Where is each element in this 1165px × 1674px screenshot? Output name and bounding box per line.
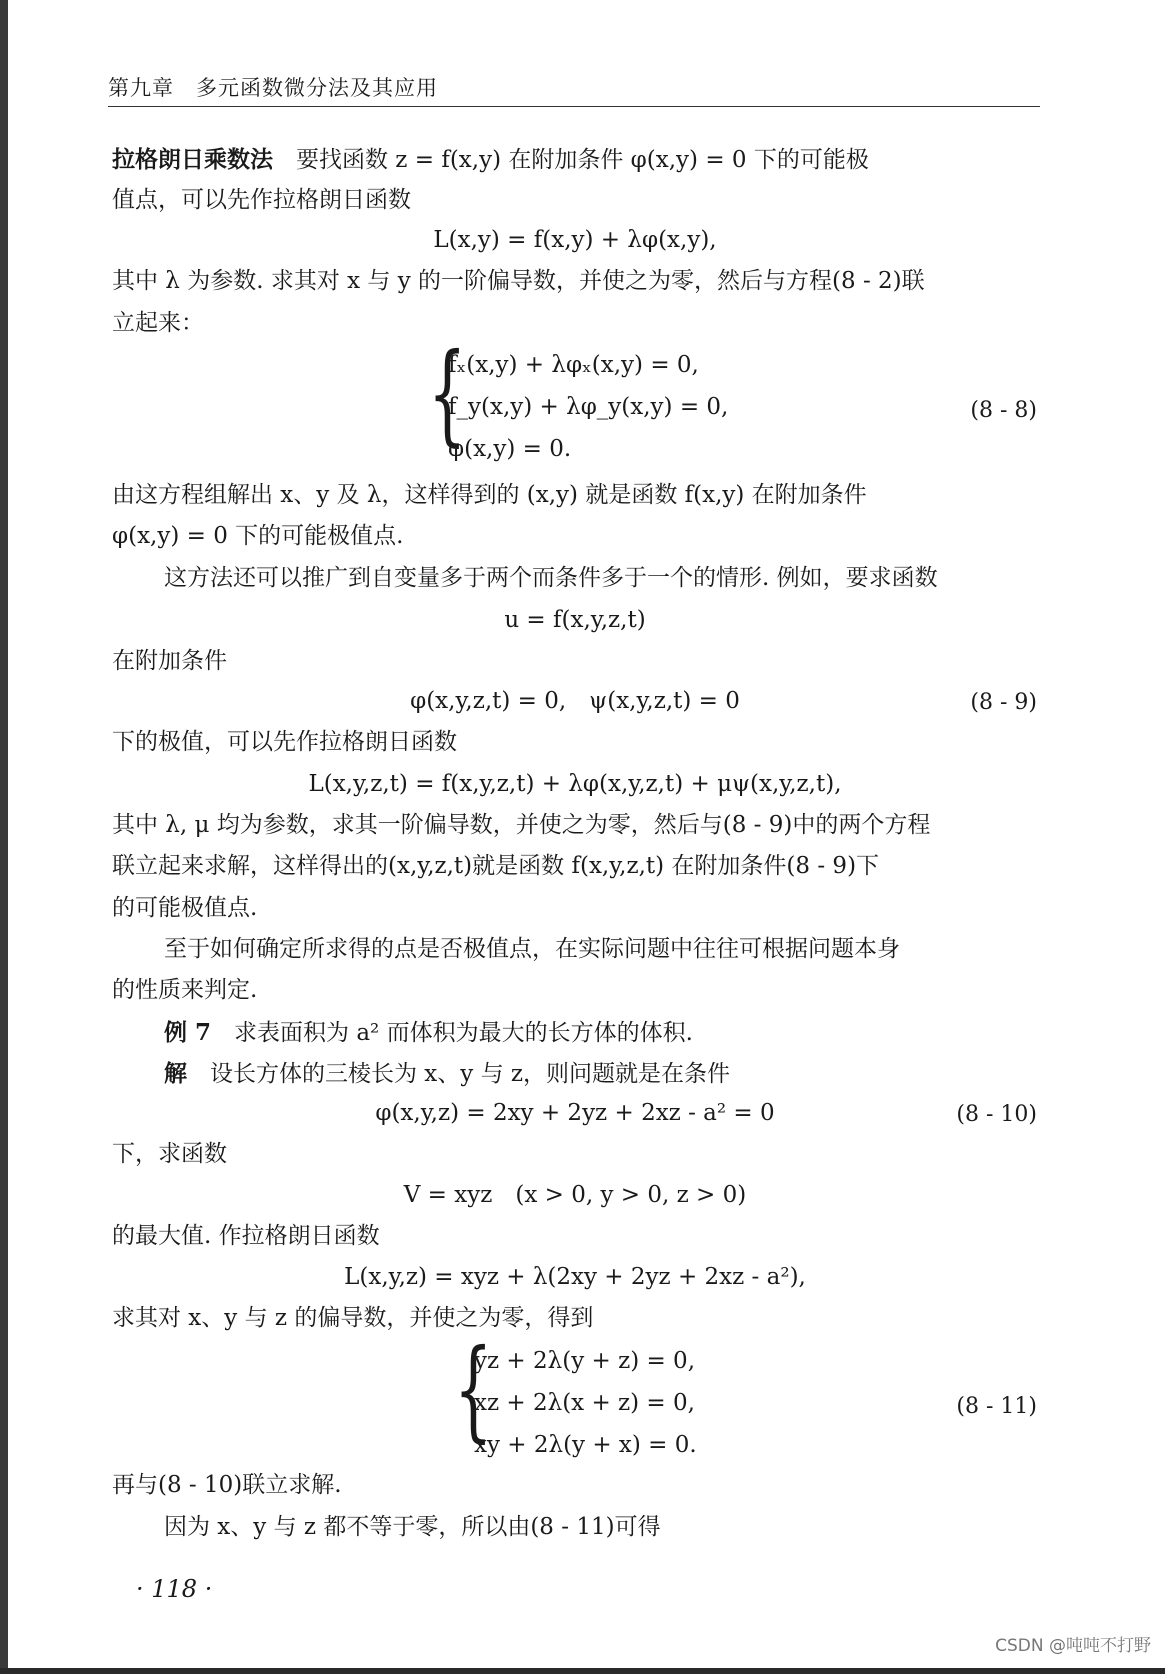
equation: φ(x,y,z) = 2xy + 2yz + 2xz - a² = 0 [375,1100,775,1126]
solution-line: 解 设长方体的三棱长为 x、y 与 z，则问题就是在条件 [164,1060,731,1087]
paragraph-line: 的最大值. 作拉格朗日函数 [112,1223,380,1249]
paragraph-line: 的性质来判定. [112,977,258,1003]
paragraph-line: 这方法还可以推广到自变量多于两个而条件多于一个的情形. 例如，要求函数 [164,565,938,591]
paragraph-line: 再与(8 - 10)联立求解. [112,1472,342,1498]
system-equation: f_y(x,y) + λφ_y(x,y) = 0, [448,394,729,420]
paragraph-line: 在附加条件 [112,648,227,674]
watermark: CSDN @吨吨不打野 [995,1636,1151,1656]
paragraph-line: 下，求函数 [112,1141,227,1167]
equation-number: (8 - 10) [956,1102,1037,1127]
page-number: · 118 · [136,1575,213,1603]
page-bottom-edge [0,1668,1165,1674]
paragraph-line: 至于如何确定所求得的点是否极值点，在实际问题中往往可根据问题本身 [164,936,900,962]
equation-number: (8 - 11) [956,1394,1037,1419]
paragraph-line: 其中 λ 为参数. 求其对 x 与 y 的一阶偏导数，并使之为零，然后与方程(8 - 2)联 [112,268,925,294]
equation: L(x,y) = f(x,y) + λφ(x,y), [433,227,717,253]
solution-label: 解 [164,1060,187,1087]
equation-number: (8 - 8) [970,398,1037,423]
equation-number: (8 - 9) [970,690,1037,715]
system-equation: φ(x,y) = 0. [448,436,572,462]
paragraph-line: 联立起来求解，这样得出的(x,y,z,t)就是函数 f(x,y,z,t) 在附加条件(8 - 9)下 [112,853,880,879]
equation: V = xyz (x > 0, y > 0, z > 0) [403,1182,747,1208]
system-equation: xz + 2λ(x + z) = 0, [474,1390,695,1416]
system-equation: xy + 2λ(y + x) = 0. [474,1432,697,1458]
paragraph-line: φ(x,y) = 0 下的可能极值点. [112,523,404,549]
header-rule [108,106,1040,107]
paragraph-line: 求其对 x、y 与 z 的偏导数，并使之为零，得到 [112,1305,594,1331]
paragraph-line: 值点，可以先作拉格朗日函数 [112,187,411,213]
example-label: 例 7 [164,1019,212,1046]
equation: L(x,y,z,t) = f(x,y,z,t) + λφ(x,y,z,t) + μψ(x,y,z,t), [308,771,842,797]
section-title: 拉格朗日乘数法 [112,146,273,173]
paragraph-line: 的可能极值点. [112,895,258,921]
left-brace: { [454,1325,493,1453]
equation: L(x,y,z) = xyz + λ(2xy + 2yz + 2xz - a²), [344,1264,806,1290]
paragraph-line: 拉格朗日乘数法 要找函数 z = f(x,y) 在附加条件 φ(x,y) = 0 下的可能极 [112,146,869,173]
paragraph-line: 因为 x、y 与 z 都不等于零，所以由(8 - 11)可得 [164,1514,661,1540]
left-brace: { [428,329,467,457]
paragraph-line: 立起来： [112,310,204,336]
system-equation: yz + 2λ(y + z) = 0, [474,1348,696,1374]
page-left-edge [0,0,8,1674]
equation: φ(x,y,z,t) = 0, ψ(x,y,z,t) = 0 [410,688,740,714]
equation: u = f(x,y,z,t) [504,607,646,633]
paragraph-line: 由这方程组解出 x、y 及 λ，这样得到的 (x,y) 就是函数 f(x,y) 在附加条件 [112,482,867,508]
paragraph-line: 其中 λ, μ 均为参数，求其一阶偏导数，并使之为零，然后与(8 - 9)中的两个方程 [112,812,931,838]
paragraph-line: 下的极值，可以先作拉格朗日函数 [112,729,457,755]
chapter-header: 第九章 多元函数微分法及其应用 [108,76,438,100]
example-line: 例 7 求表面积为 a² 而体积为最大的长方体的体积. [164,1019,693,1046]
system-equation: fₓ(x,y) + λφₓ(x,y) = 0, [448,352,699,378]
